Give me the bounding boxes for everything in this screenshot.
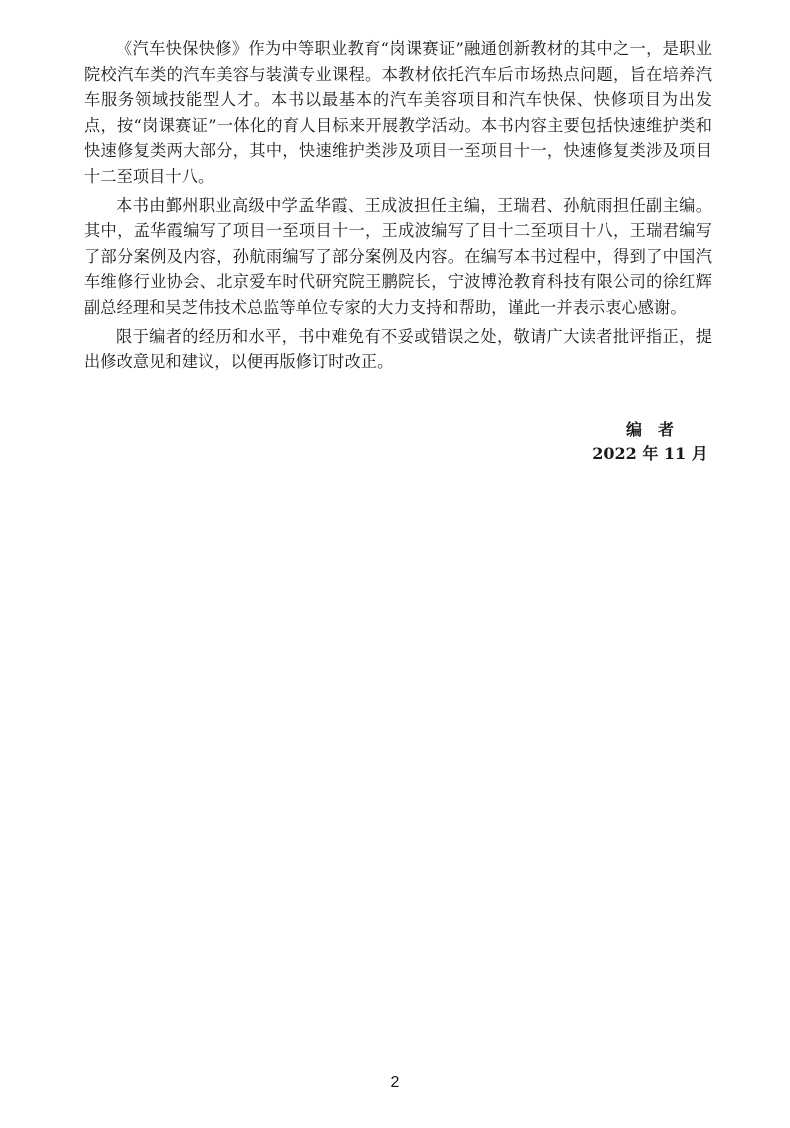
page-number: 2 — [390, 1074, 400, 1091]
signature-date: 2022 年 11 月 — [592, 444, 708, 463]
paragraph-disclaimer: 限于编者的经历和水平，书中难免有不妥或错误之处，敬请广大读者批评指正，提出修改意见和建议，以便再版修订时改正。 — [84, 326, 712, 372]
paragraph-intro: 《汽车快保快修》作为中等职业教育“岗课赛证”融通创新教材的其中之一，是职业院校汽车类的汽车美容与装潢专业课程。本教材依托汽车后市场热点问题，旨在培养汽车服务领域技能型人才。本书以最基本的汽车美容项目和汽车快保、快修项目为出发点，按“岗课赛证”一体化的育人目标来开展教学活动。本书内容主要包括快速维护类和快速修复类两大部分，其中，快速维护类涉及项目一至项目十一，快速修复类涉及项目十二至项目十八。 — [84, 39, 712, 186]
paragraph-authors: 本书由鄞州职业高级中学孟华霞、王成波担任主编，王瑞君、孙航雨担任副主编。其中，孟华霞编写了项目一至项目十一，王成波编写了目十二至项目十八，王瑞君编写了部分案例及内容，孙航雨编写了部分案例及内容。在编写本书过程中，得到了中国汽车维修行业协会、北京爱车时代研究院王鹏院长，宁波博沧教育科技有限公司的徐红辉副总经理和吴芝伟技术总监等单位专家的大力支持和帮助，谨此一并表示衷心感谢。 — [84, 195, 712, 317]
signature-author: 编者 — [625, 420, 690, 439]
preface-body — [84, 36, 712, 378]
